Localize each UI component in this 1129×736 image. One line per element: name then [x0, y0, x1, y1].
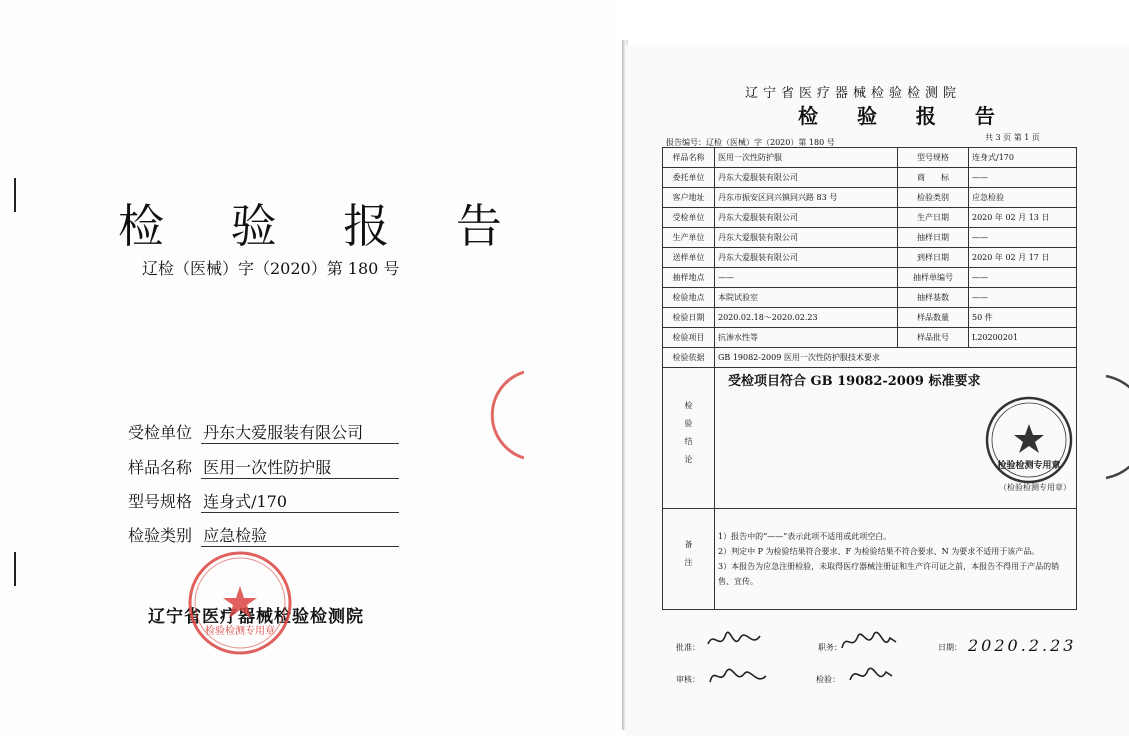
cover-field-label: 样品名称 [128, 458, 193, 477]
cover-field-value: 连身式/170 [201, 489, 399, 513]
table-row [663, 228, 1077, 248]
row-value: 丹东市振安区同兴镇同兴路 83 号 [715, 188, 898, 208]
date-label: 日期： [938, 643, 962, 652]
cover-field-value: 医用一次性防护服 [201, 455, 399, 479]
row-label: 生产日期 [898, 208, 969, 228]
cover-field-label: 检验类别 [128, 526, 193, 545]
table-row [663, 208, 1077, 228]
table-row [663, 308, 1077, 328]
row-value: —— [969, 268, 1077, 288]
row-value: —— [969, 228, 1077, 248]
row-value: 2020 年 02 月 13 日 [969, 208, 1077, 228]
row-label: 检验日期 [663, 308, 715, 328]
row-label: 样品批号 [898, 328, 969, 348]
row-label: 型号规格 [898, 148, 969, 168]
cover-institute: 辽宁省医疗器械检验检测院 [148, 607, 364, 627]
cover-field [128, 523, 399, 547]
row-value: —— [969, 168, 1077, 188]
approve-label: 批准： [676, 643, 700, 652]
row-value: 50 件 [969, 308, 1077, 328]
page-count: 共 3 页 第 1 页 [985, 133, 1040, 142]
report-seal [977, 394, 1077, 494]
report-number: 报告编号：辽检（医械）字（2020）第 180 号 [666, 138, 835, 147]
row-value: 丹东大爱服装有限公司 [715, 168, 898, 188]
row-value: —— [715, 268, 898, 288]
remarks-row [663, 509, 1077, 610]
row-value: 丹东大爱服装有限公司 [715, 208, 898, 228]
row-value: 应急检验 [969, 188, 1077, 208]
report-title: 检 验 报 告 [798, 104, 1011, 128]
row-label: 到样日期 [898, 248, 969, 268]
row-label: 抽样地点 [663, 268, 715, 288]
row-label: 检验项目 [663, 328, 715, 348]
basis-row [663, 348, 1077, 368]
row-label: 送样单位 [663, 248, 715, 268]
remark-item: 2）判定中 P 为检验结果符合要求、F 为检验结果不符合要求、N 为要求不适用于该产品。 [718, 547, 1040, 556]
cover-field-label: 受检单位 [128, 423, 193, 442]
edge-seal-fragment-right [1104, 372, 1129, 482]
position-signature [838, 624, 900, 658]
cover-seal [185, 548, 295, 658]
table-row [663, 268, 1077, 288]
approve-signature [704, 624, 764, 658]
row-value: 丹东大爱服装有限公司 [715, 228, 898, 248]
cover-seal-text: 检验检测专用章 [205, 626, 275, 637]
row-label: 客户地址 [663, 188, 715, 208]
row-label: 检验地点 [663, 288, 715, 308]
review-signature [706, 660, 770, 692]
report-table [662, 147, 1077, 610]
row-label: 检验类别 [898, 188, 969, 208]
margin-mark [14, 552, 16, 586]
inspect-label: 检验： [816, 675, 840, 684]
inspect-signature [846, 660, 896, 692]
row-value: 本院试验室 [715, 288, 898, 308]
margin-mark [14, 178, 16, 212]
remarks-label: 备注 [684, 540, 693, 576]
row-value: 2020 年 02 月 17 日 [969, 248, 1077, 268]
cover-field-label: 型号规格 [128, 492, 193, 511]
row-label: 样品名称 [663, 148, 715, 168]
edge-seal-fragment [484, 370, 524, 460]
row-label: 委托单位 [663, 168, 715, 188]
report-seal-caption: （检验检测专用章） [999, 483, 1071, 492]
table-row [663, 248, 1077, 268]
cover-field [128, 489, 399, 513]
table-row [663, 148, 1077, 168]
review-label: 审核： [676, 675, 700, 684]
position-label: 职务： [818, 643, 842, 652]
row-value: 抗渗水性等 [715, 328, 898, 348]
conclusion-row [663, 368, 1077, 509]
remark-item: 1）报告中的“——”表示此项不适用或此项空白。 [718, 532, 892, 541]
row-value: —— [969, 288, 1077, 308]
row-label: 受检单位 [663, 208, 715, 228]
row-value: 2020.02.18～2020.02.23 [715, 308, 898, 328]
table-row [663, 328, 1077, 348]
cover-field-value: 应急检验 [201, 523, 399, 547]
remark-item: 3）本报告为应急注册检验，未取得医疗器械注册证和生产许可证之前，本报告不得用于产品的销售、宣传。 [718, 562, 1060, 586]
row-label: 抽样单编号 [898, 268, 969, 288]
basis-value: GB 19082-2009 医用一次性防护服技术要求 [715, 348, 1077, 368]
cover-title: 检 验 报 告 [118, 199, 528, 253]
report-seal-text: 检验检测专用章 [997, 461, 1061, 471]
cover-field-value: 丹东大爱服装有限公司 [201, 420, 399, 444]
cover-report-number: 辽检（医械）字（2020）第 180 号 [142, 259, 400, 278]
conclusion-text: 受检项目符合 GB 19082-2009 标准要求 [728, 374, 981, 389]
row-label: 生产单位 [663, 228, 715, 248]
row-value: 连身式/170 [969, 148, 1077, 168]
row-label: 抽样日期 [898, 228, 969, 248]
date-value: 2020.2.23 [968, 636, 1077, 655]
report-institute: 辽宁省医疗器械检验检测院 [745, 86, 962, 101]
row-value: 丹东大爱服装有限公司 [715, 248, 898, 268]
cover-field [128, 420, 399, 444]
table-row [663, 188, 1077, 208]
basis-label: 检验依据 [663, 348, 715, 368]
row-label: 样品数量 [898, 308, 969, 328]
row-label: 抽样基数 [898, 288, 969, 308]
row-value: 医用一次性防护服 [715, 148, 898, 168]
row-value: L20200201 [969, 328, 1077, 348]
row-label: 商 标 [898, 168, 969, 188]
table-row [663, 168, 1077, 188]
conclusion-label: 检验结论 [684, 401, 693, 473]
table-row [663, 288, 1077, 308]
cover-field [128, 455, 399, 479]
